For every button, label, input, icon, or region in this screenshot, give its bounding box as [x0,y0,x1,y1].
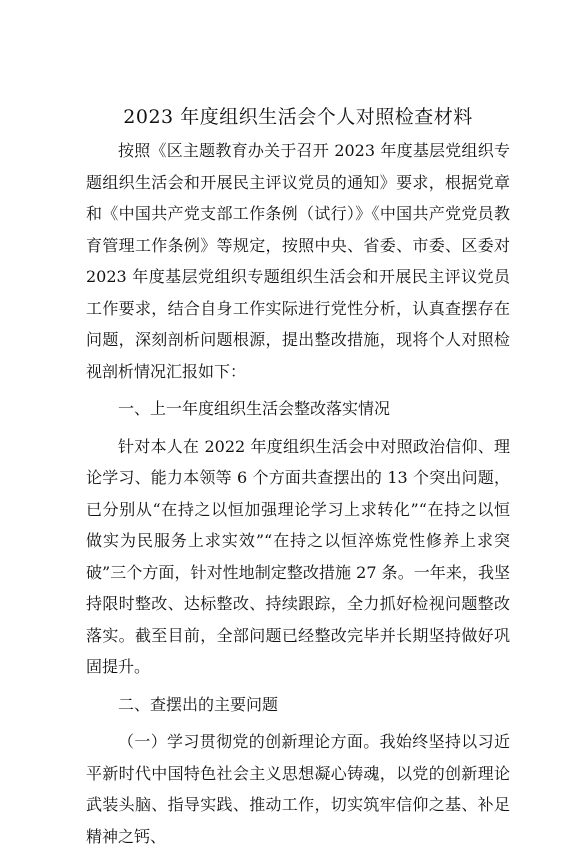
section-heading-2: 二、查摆出的主要问题 [118,694,279,714]
section-2-paragraph: （一）学习贯彻党的创新理论方面。我始终坚持以习近平新时代中国特色社会主义思想凝心铸魂，以党的创新理论武装头脑、指导实践、推动工作，切实筑牢信仰之基、补足精神之钙、 [86,732,510,846]
document-body [86,101,510,852]
document-title: 2023 年度组织生活会个人对照检查材料 [123,106,473,128]
intro-paragraph: 按照《区主题教育办关于召开 2023 年度基层党组织专题组织生活会和开展民主评议党员的通知》要求，根据党章和《中国共产党支部工作条例（试行）》《中国共产党党员教育管理工作条例》等规定，按照中央、省委、市委、区委对 2023 年度基层党组织专题组织生活会和开展民主评议党员工作要求，结合自身工作实际进行党性分析，认真查摆存在问题，深刻剖析问题根源，提出整改措施，现将个人对照检视剖析情况汇报如下： [86,141,510,381]
section-heading-1: 一、上一年度组织生活会整改落实情况 [118,399,391,418]
section-1-paragraph: 针对本人在 2022 年度组织生活会中对照政治信仰、理论学习、能力本领等 6 个方面共查摆出的 13 个突出问题，已分别从“在持之以恒加强理论学习上求转化”“在持之以恒做实为民服务上求实效”“在持之以恒淬炼党性修养上求突破”三个方面，针对性地制定整改措施 27 条。一年来，我坚持限时整改、达标整改、持续跟踪，全力抓好检视问题整改落实。截至目前，全部问题已经整改完毕并长期坚持做好巩固提升。 [86,436,510,676]
